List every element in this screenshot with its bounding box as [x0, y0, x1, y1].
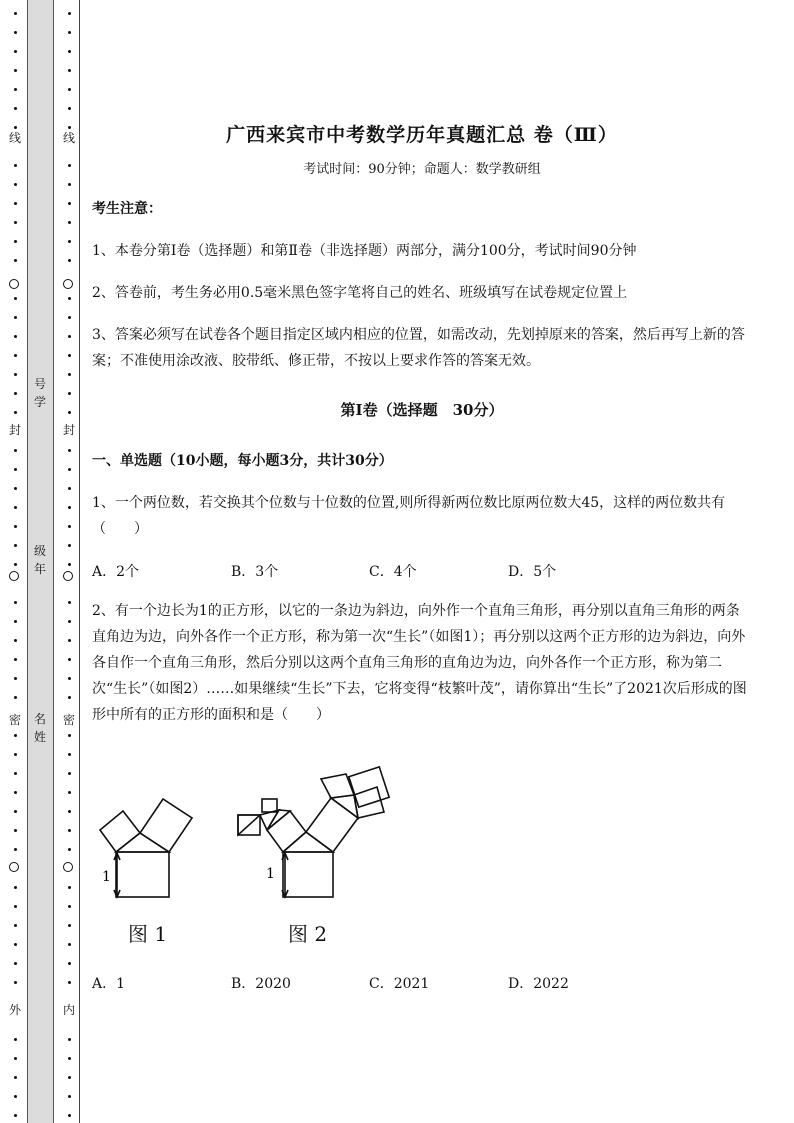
option-d: D．2022: [508, 976, 569, 992]
binding-dot: [14, 202, 17, 205]
binding-dot: [68, 202, 71, 205]
binding-dot: [14, 1057, 17, 1060]
fig1-right-square: [140, 799, 192, 852]
binding-char: 线: [62, 131, 75, 145]
binding-dot: [14, 88, 17, 91]
field-grade: [32, 542, 48, 578]
binding-dot: [68, 335, 71, 338]
binding-dot: [68, 791, 71, 794]
binding-dot: [68, 639, 71, 642]
binding-dot: [14, 753, 17, 756]
binding-dot: [14, 886, 17, 889]
binding-dot: [14, 506, 17, 509]
binding-dot: [68, 354, 71, 357]
binding-char: 外: [8, 1003, 21, 1017]
binding-dot: [68, 50, 71, 53]
binding-dot: [14, 981, 17, 984]
binding-char: 线: [8, 131, 21, 145]
binding-dot: [68, 126, 71, 129]
inner-dot-column: [62, 0, 76, 1123]
figure-2-label: 图 2: [288, 922, 328, 946]
binding-dot: [14, 449, 17, 452]
binding-dot: [68, 981, 71, 984]
notice-item: 3、答案必须写在试卷各个题目指定区域内相应的位置，如需改动，先划掉原来的答案，然后再写上新的答案；不准使用涂改液、胶带纸、修正带，不按以上要求作答的答案无效。: [92, 327, 745, 369]
binding-dot: [68, 88, 71, 91]
binding-dot: [14, 354, 17, 357]
fig2-right-square: [306, 798, 358, 852]
binding-dot: [14, 658, 17, 661]
binding-dot: [68, 924, 71, 927]
binding-dot: [14, 829, 17, 832]
binding-dot: [68, 962, 71, 965]
binding-dot: [14, 601, 17, 604]
binding-dot: [68, 563, 71, 566]
binding-dot: [68, 1057, 71, 1060]
field-student-number: [32, 375, 48, 411]
binding-dot: [68, 12, 71, 15]
binding-dot: [68, 468, 71, 471]
binding-dot: [68, 943, 71, 946]
binding-circle: [9, 571, 19, 581]
binding-char: 密: [8, 713, 21, 727]
field-label: 级年: [33, 544, 46, 576]
binding-dot: [68, 373, 71, 376]
binding-char: 内: [62, 1003, 75, 1017]
binding-dot: [68, 449, 71, 452]
binding-dot: [14, 411, 17, 414]
binding-dot: [14, 316, 17, 319]
binding-dot: [14, 962, 17, 965]
exam-title: 广西来宾市中考数学历年真题汇总 卷（Ⅲ）: [226, 124, 618, 146]
fig2-left-square-b: [262, 799, 277, 812]
fig1-side-label: 1: [102, 869, 111, 885]
binding-dot: [14, 183, 17, 186]
section-title: 第I卷（选择题 30分）: [340, 401, 504, 419]
fig2-base-square: [283, 852, 333, 897]
exam-subtitle: 考试时间：90分钟；命题人：数学教研组: [303, 162, 541, 177]
binding-dot: [14, 164, 17, 167]
binding-dot: [68, 1114, 71, 1117]
option-c: C．4个: [369, 564, 417, 580]
option-a: A．2个: [92, 564, 140, 580]
binding-char: 封: [8, 423, 21, 437]
binding-dot: [14, 544, 17, 547]
binding-dot: [14, 1095, 17, 1098]
binding-dot: [14, 126, 17, 129]
question-1-text: 1、一个两位数，若交换其个位数与十位数的位置,则所得新两位数比原两位数大45，这样的两位数共有（ ）: [92, 495, 726, 537]
question-2-options: [92, 973, 752, 995]
field-name: [32, 710, 48, 746]
binding-dot: [68, 544, 71, 547]
fig1-base-square: [116, 852, 169, 897]
binding-dot: [14, 335, 17, 338]
binding-dot: [14, 924, 17, 927]
notice-heading: 考生注意：: [92, 201, 162, 217]
binding-dot: [14, 1038, 17, 1041]
binding-dot: [14, 107, 17, 110]
binding-dot: [68, 183, 71, 186]
binding-dot: [68, 1076, 71, 1079]
margin-rule: [79, 0, 80, 1123]
option-b: B．3个: [231, 564, 279, 580]
binding-dot: [68, 848, 71, 851]
fig2-left-small-squares: [238, 810, 279, 835]
binding-dot: [68, 525, 71, 528]
binding-dot: [68, 905, 71, 908]
fig2-triangle: [283, 832, 333, 852]
field-label: 号学: [33, 377, 46, 409]
binding-dot: [14, 791, 17, 794]
binding-dot: [68, 487, 71, 490]
binding-dot: [68, 620, 71, 623]
question-1-options: [92, 561, 752, 583]
notice-item: 2、答卷前，考生务必用0.5毫米黑色签字笔将自己的姓名、班级填写在试卷规定位置上: [92, 285, 628, 301]
binding-dot: [14, 240, 17, 243]
binding-dot: [14, 639, 17, 642]
binding-dot: [68, 107, 71, 110]
binding-dot: [68, 240, 71, 243]
binding-dot: [68, 411, 71, 414]
binding-dot: [14, 943, 17, 946]
binding-dot: [68, 1095, 71, 1098]
binding-dot: [68, 69, 71, 72]
binding-dot: [14, 50, 17, 53]
binding-dot: [68, 221, 71, 224]
binding-dot: [68, 810, 71, 813]
option-a: A．1: [92, 976, 126, 992]
binding-dot: [68, 677, 71, 680]
binding-dot: [14, 31, 17, 34]
fig1-triangle: [116, 833, 169, 852]
binding-dot: [68, 506, 71, 509]
binding-dot: [14, 69, 17, 72]
field-label: 名姓: [33, 712, 46, 744]
outer-dot-column: [8, 0, 22, 1123]
binding-dot: [14, 905, 17, 908]
binding-circle: [63, 279, 73, 289]
option-c: C．2021: [369, 976, 430, 992]
binding-dot: [68, 31, 71, 34]
binding-circle: [63, 862, 73, 872]
binding-dot: [68, 1038, 71, 1041]
binding-dot: [14, 259, 17, 262]
fig2-left-square: [267, 811, 306, 852]
binding-dot: [68, 259, 71, 262]
fig2-right-square-b: [354, 787, 384, 818]
binding-dot: [68, 164, 71, 167]
binding-dot: [68, 658, 71, 661]
binding-dot: [14, 468, 17, 471]
fig2-side-label: 1: [266, 866, 275, 882]
binding-dot: [14, 392, 17, 395]
binding-circle: [9, 862, 19, 872]
binding-dot: [68, 696, 71, 699]
binding-dot: [68, 734, 71, 737]
fig1-left-square: [100, 811, 140, 852]
binding-dot: [68, 772, 71, 775]
binding-dot: [68, 601, 71, 604]
binding-dot: [14, 487, 17, 490]
binding-dot: [68, 753, 71, 756]
binding-dot: [14, 525, 17, 528]
binding-dot: [14, 848, 17, 851]
binding-dot: [68, 392, 71, 395]
binding-circle: [63, 571, 73, 581]
binding-dot: [68, 886, 71, 889]
figure-1-label: 图 1: [128, 922, 168, 946]
binding-dot: [68, 316, 71, 319]
binding-dot: [14, 1114, 17, 1117]
binding-dot: [14, 1076, 17, 1079]
binding-dot: [68, 829, 71, 832]
binding-dot: [14, 12, 17, 15]
binding-dot: [14, 810, 17, 813]
binding-dot: [14, 772, 17, 775]
option-b: B．2020: [231, 976, 291, 992]
option-d: D．5个: [508, 564, 557, 580]
binding-char: 密: [62, 713, 75, 727]
binding-dot: [14, 221, 17, 224]
binding-dot: [14, 696, 17, 699]
notice-item: 1、本卷分第I卷（选择题）和第Ⅱ卷（非选择题）两部分，满分100分，考试时间90分钟: [92, 243, 637, 259]
binding-dot: [14, 677, 17, 680]
binding-dot: [14, 297, 17, 300]
binding-dot: [14, 563, 17, 566]
binding-circle: [9, 279, 19, 289]
binding-dot: [14, 373, 17, 376]
part-heading: 一、单选题（10小题，每小题3分，共计30分）: [92, 453, 393, 469]
binding-char: 封: [62, 423, 75, 437]
question-2-text: 2、有一个边长为1的正方形，以它的一条边为斜边，向外作一个直角三角形，再分别以直角三角形的两条直角边为边，向外各作一个正方形，称为第一次“生长”（如图1）；再分别以这两个正方形的边为斜边，向外各自作一个直角三角形，然后分别以这两个直角三角形的直角边为边，向外各作一个正方形，称为第二次“生长”（如图2）……如果继续“生长”下去，它将变得“枝繁叶茂”，请你算出“生长”了2021次后形成的图形中所有的正方形的面积和是（ ）: [92, 603, 747, 723]
binding-dot: [68, 297, 71, 300]
binding-dot: [14, 620, 17, 623]
binding-dot: [14, 734, 17, 737]
